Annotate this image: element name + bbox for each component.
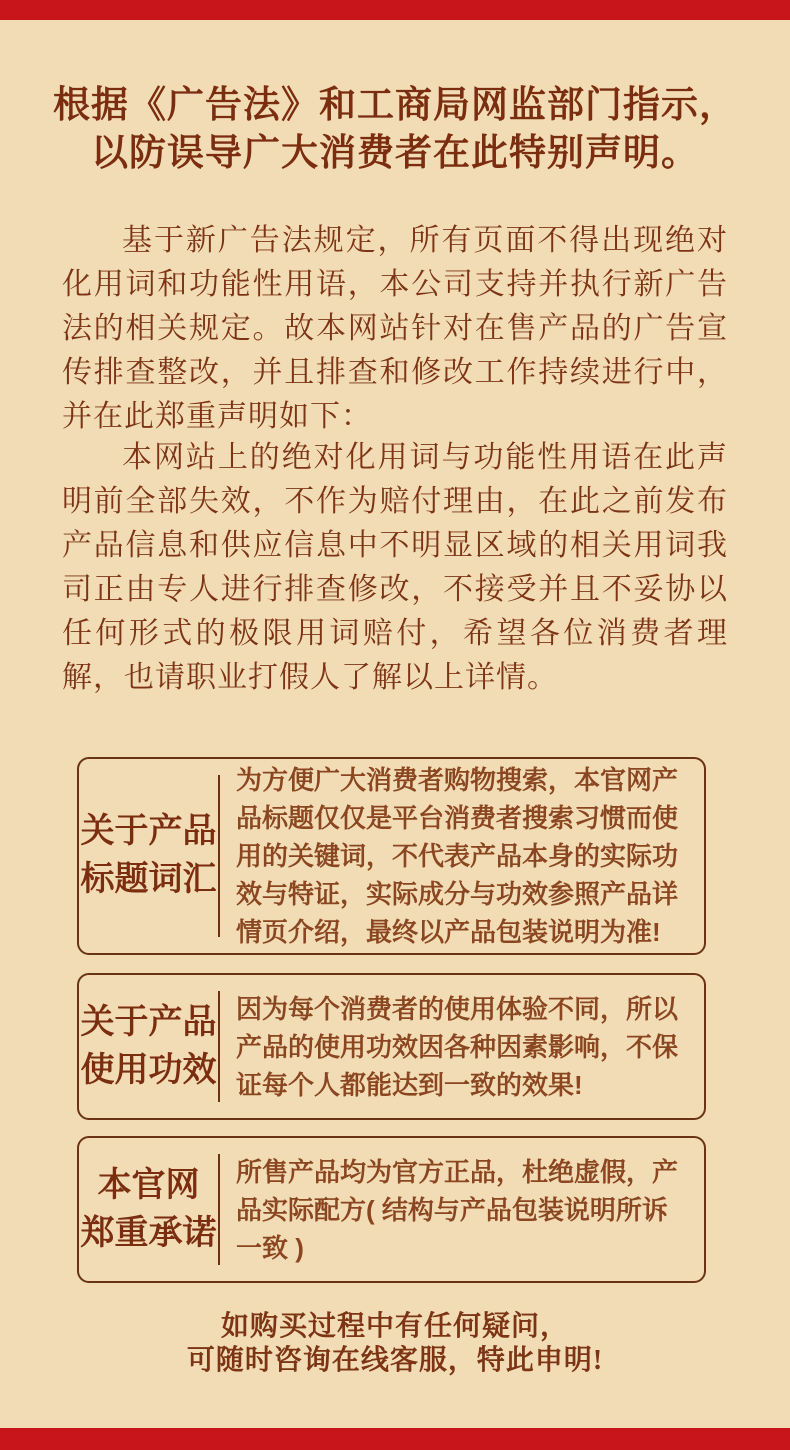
notice-label-line1: 关于产品	[80, 1003, 217, 1041]
notice-box-product-usage-effect	[77, 973, 706, 1120]
notice-label-line2: 标题词汇	[80, 861, 217, 898]
footer-note-line1: 如购买过程中有任何疑问，	[220, 1311, 569, 1342]
notice-label-product-title-keywords	[79, 759, 218, 953]
intro-paragraph-1: 基于新广告法规定，所有页面不得出现绝对化用词和功能性用语，本公司支持并执行新广告法的相关规定。故本网站针对在售产品的广告宣传排查整改，并且排查和修改工作持续进行中，并在此郑重声明如下：	[62, 224, 728, 433]
top-red-bar	[0, 0, 790, 20]
intro-paragraph-2: 本网站上的绝对化用词与功能性用语在此声明前全部失效，不作为赔付理由，在此之前发布产品信息和供应信息中不明显区域的相关用词我司正由专人进行排查修改，不接受并且不妥协以任何形式的极限用词赔付，希望各位消费者理解，也请职业打假人了解以上详情。	[62, 441, 728, 694]
page-title	[0, 82, 790, 178]
notice-label-official-promise	[79, 1138, 218, 1281]
notice-box-product-title-keywords	[77, 757, 706, 955]
notice-label-line2: 郑重承诺	[80, 1214, 217, 1252]
notice-text: 因为每个消费者的使用体验不同，所以产品的使用功效因各种因素影响，不保证每个人都能达到一致的效果!	[236, 993, 679, 1100]
notice-text: 所售产品均为官方正品，杜绝虚假，产品实际配方( 结构与产品包装说明所诉一致 )	[236, 1156, 679, 1263]
notice-text: 为方便广大消费者购物搜索，本官网产品标题仅仅是平台消费者搜索习惯而使用的关键词，不代表产品本身的实际功效与特证，实际成分与功效参照产品详情页介绍，最终以产品包装说明为准!	[236, 765, 679, 947]
page-title-line2: 以防误导广大消费者在此特别声明。	[91, 133, 699, 174]
notice-label-line1: 本官网	[97, 1166, 200, 1204]
notice-label-line2: 使用功效	[80, 1051, 217, 1089]
notice-label-line1: 关于产品	[80, 813, 217, 850]
notice-label-product-usage-effect	[79, 975, 218, 1118]
footer-note-line2: 可随时咨询在线客服，特此申明!	[186, 1345, 604, 1376]
notice-box-official-promise	[77, 1136, 706, 1283]
page-title-line1: 根据《广告法》和工商局网监部门指示，	[53, 85, 737, 126]
footer-note	[0, 1310, 790, 1378]
bottom-red-bar	[0, 1428, 790, 1450]
